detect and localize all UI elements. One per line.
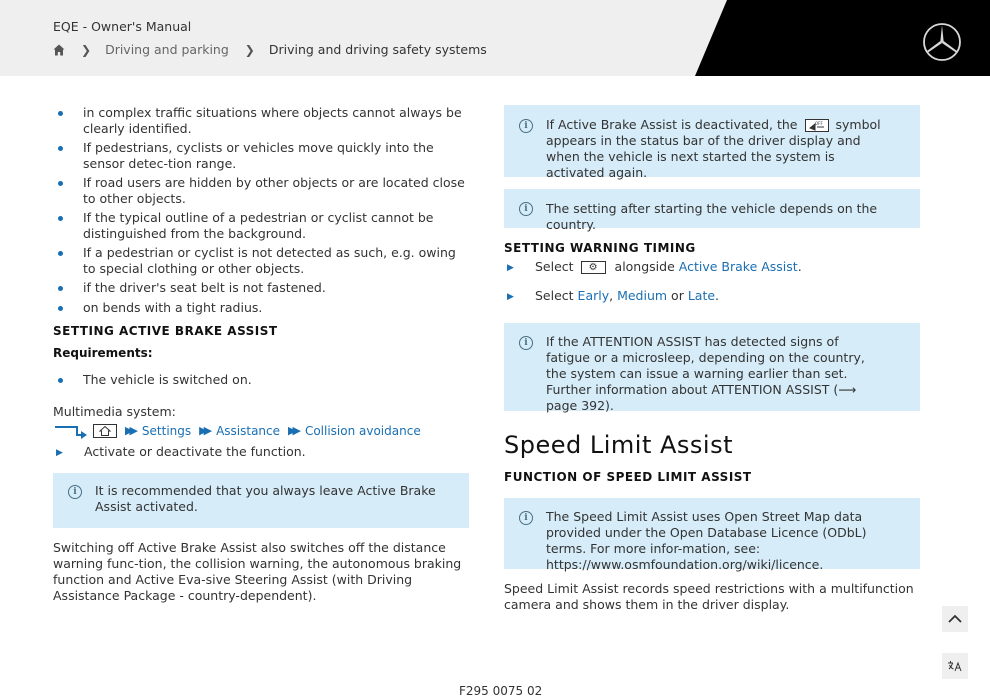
section-title-function: FUNCTION OF SPEED LIMIT ASSIST [504,470,752,484]
list-item: if the driver's seat belt is not fastened. [53,280,469,296]
paragraph-speed-limit: Speed Limit Assist records speed restrictions with a multifunction camera and shows them in the driver display. [504,581,914,612]
info-text: symbol appears in the status bar of the driver display and when the vehicle is next started the system is activated again. [546,117,881,180]
header [0,0,990,76]
list-item: If the typical outline of a pedestrian or cyclist cannot be distinguished from the background. [53,210,469,241]
step-activate [53,444,469,461]
info-text: The setting after starting the vehicle depends on the country. [546,201,878,232]
language-icon [947,660,963,672]
list-item: The vehicle is switched on. [53,372,469,388]
info-icon: i [519,336,533,350]
requirements-title: Requirements: [53,346,153,360]
menu-link-settings[interactable]: Settings [141,423,192,438]
paragraph-switching-off: Switching off Active Brake Assist also switches off the distance warning func-tion, the collision warning, the autonomous braking function and Active Eva-sive Steering Assist (with Driving Assistance Package - country-dependent). [53,539,462,603]
info-icon: i [519,511,533,525]
footer-code: F295 0075 02 [459,684,543,698]
step-select-settings: ▶ Select ⚙ alongside Active Brake Assist. [504,259,920,276]
list-item: in complex traffic situations where objects cannot always be clearly identified. [53,105,469,136]
section-title-active-brake: SETTING ACTIVE BRAKE ASSIST [53,324,278,338]
step-text: alongside [614,259,675,274]
info-box-open-street-map [504,498,920,572]
list-item: If a pedestrian or cyclist is not detected as such, e.g. owing to special clothing or other objects. [53,245,469,276]
double-chevron-icon: ▶▶ [199,424,209,437]
step-text: Select [535,288,574,303]
settings-gear-button-icon: ⚙ [581,261,606,274]
info-text: The Speed Limit Assist uses Open Street Map data provided under the Open Database Licence (ODbL) terms. For more infor-mation, see: https://www.osmfoundation.org/wiki/licence. [546,509,867,572]
step-select-timing: ▶ Select Early, Medium or Late. [504,288,920,305]
multimedia-label: Multimedia system: [53,403,176,419]
chevron-right-icon: ❯ [244,42,255,57]
right-column [504,105,920,613]
list-item: on bends with a tight radius. [53,300,469,316]
scroll-up-button[interactable] [942,606,968,632]
breadcrumb-item-safety-systems[interactable]: Driving and driving safety systems [268,42,487,57]
svg-text:OFF: OFF [814,121,823,126]
step-text: Activate or deactivate the function. [84,443,306,459]
active-brake-assist-link[interactable]: Active Brake Assist [678,259,798,274]
left-column [53,105,469,604]
heading-speed-limit-assist: Speed Limit Assist [504,431,733,459]
home-button-icon [93,424,117,438]
home-icon[interactable] [53,44,65,56]
info-text: It is recommended that you always leave Active Brake Assist activated. [95,482,436,514]
info-text: If Active Brake Assist is deactivated, the [546,117,798,132]
chevron-right-icon: ❯ [81,42,92,57]
menu-link-collision-avoidance[interactable]: Collision avoidance [304,423,421,438]
step-text: Select [535,259,574,274]
info-box-recommendation [53,473,469,528]
menu-link-assistance[interactable]: Assistance [216,423,281,438]
info-text: If the ATTENTION ASSIST has detected signs of fatigue or a microsleep, depending on the country, the system can issue a warning earlier than set. Further information about ATTENTION ASSIST (⟶ page 392). [546,334,865,413]
language-button[interactable] [942,653,968,679]
chevron-up-icon [948,614,962,624]
option-early[interactable]: Early [577,288,610,303]
option-late[interactable]: Late [687,288,716,303]
step-arrow-icon: ▶ [56,447,63,458]
list-item: If road users are hidden by other objects or are located close to other objects. [53,175,469,206]
brake-assist-off-symbol-icon [805,119,829,132]
section-title-warning-timing: SETTING WARNING TIMING [504,241,696,255]
option-medium[interactable]: Medium [617,288,668,303]
info-box-attention-assist [504,323,920,411]
mercedes-star-logo [922,22,962,62]
step-arrow-icon: ▶ [507,263,514,273]
menu-path [53,423,469,439]
info-box-setting-country [504,189,920,232]
breadcrumb [53,42,487,57]
breadcrumb-item-driving-parking[interactable]: Driving and parking [105,42,229,57]
info-icon: i [519,202,533,216]
double-chevron-icon: ▶▶ [288,424,297,437]
requirements-list [53,372,469,388]
step-arrow-icon: ▶ [507,292,514,302]
info-box-deactivated [504,105,920,180]
step-text: or [671,288,684,303]
double-chevron-icon: ▶▶ [125,424,134,437]
conditions-list [53,105,469,315]
list-item: If pedestrians, cyclists or vehicles move quickly into the sensor detec-tion range. [53,140,469,171]
menu-path-arrow-icon [53,423,89,439]
info-icon: i [519,119,533,133]
app-title: EQE - Owner's Manual [53,19,192,34]
info-icon: i [68,485,82,499]
